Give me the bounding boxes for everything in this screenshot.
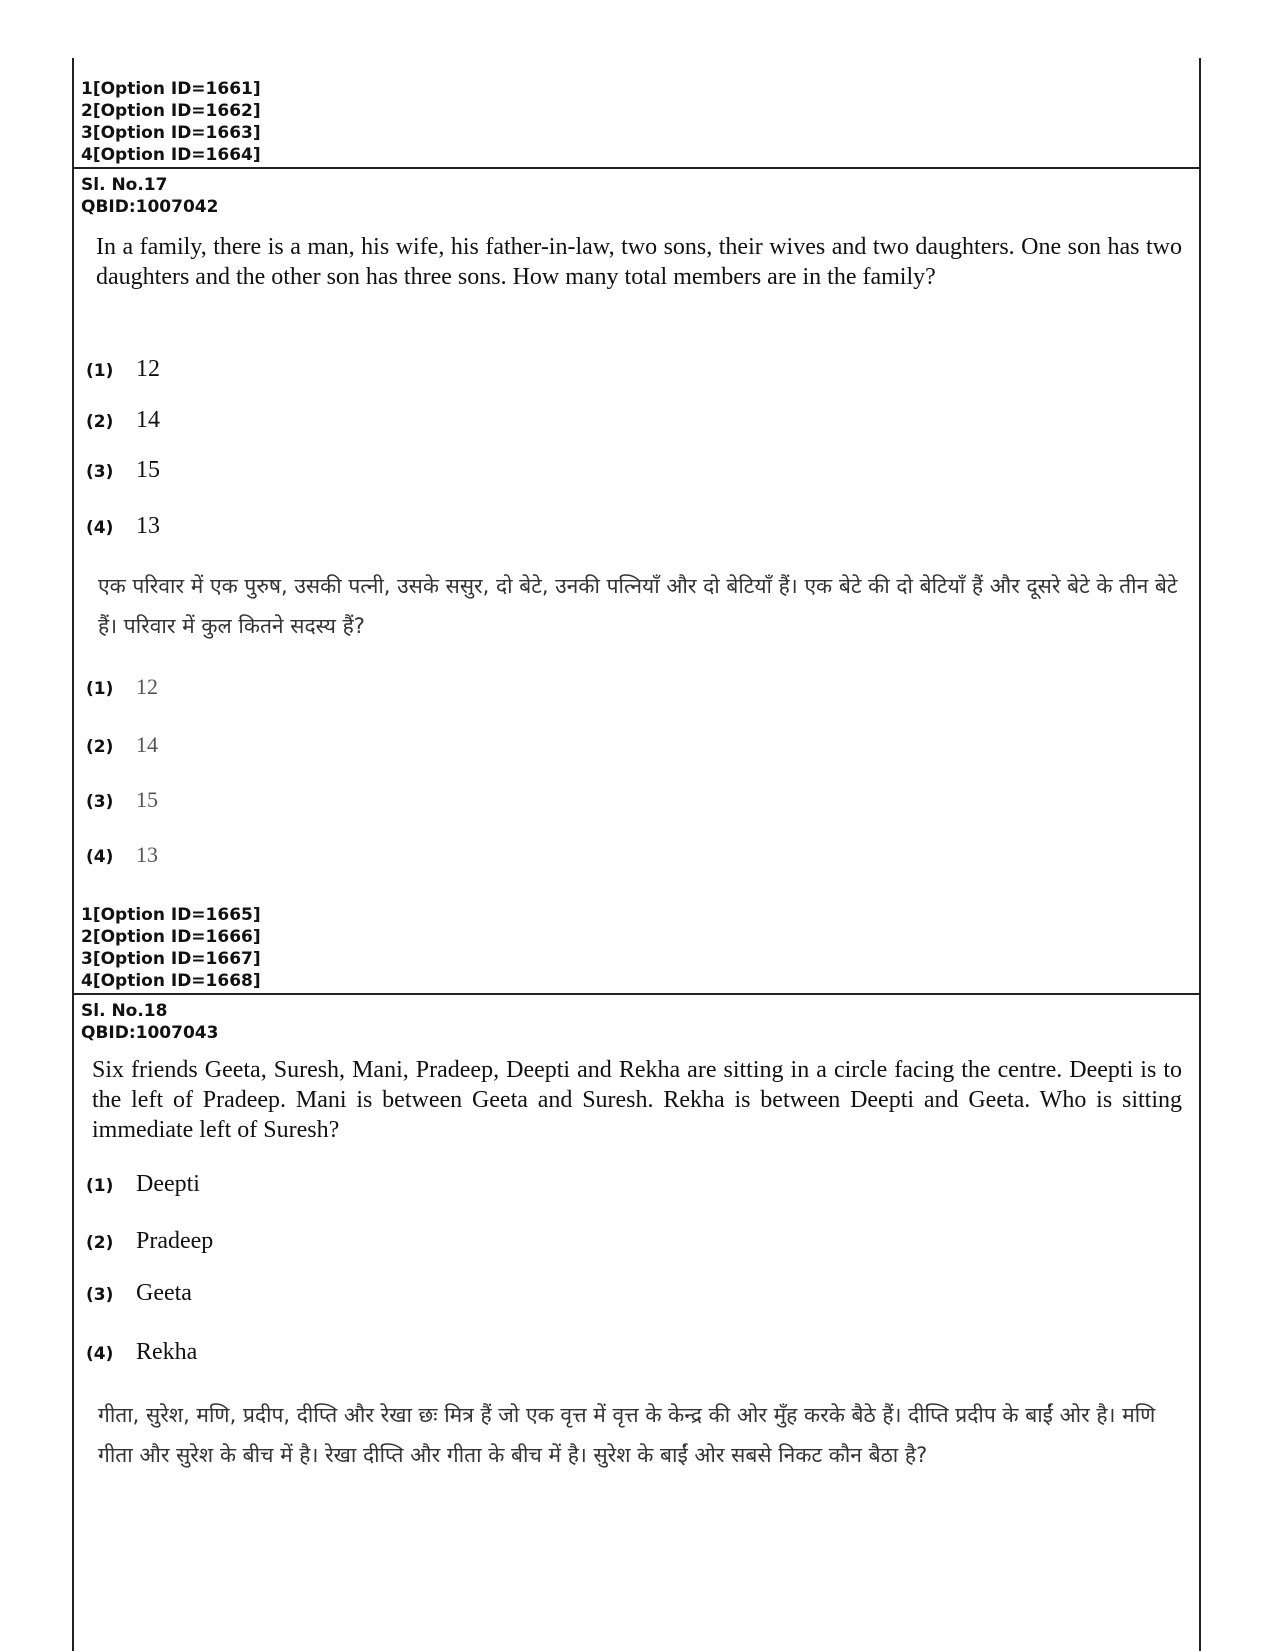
option-number: (1) <box>86 679 114 699</box>
option-value: 15 <box>136 787 158 812</box>
option-id-line: 2[Option ID=1666] <box>81 927 261 947</box>
q17-qbid: QBID:1007042 <box>81 197 219 217</box>
q17-option-hi-3 <box>86 787 158 813</box>
option-value: Pradeep <box>136 1228 214 1254</box>
option-id-line: 2[Option ID=1662] <box>81 101 261 121</box>
q17-option-hi-1 <box>86 674 158 700</box>
divider <box>74 993 1199 995</box>
q17-sl-no: Sl. No.17 <box>81 175 168 195</box>
q17-header <box>81 174 218 218</box>
previous-option-ids <box>81 78 261 166</box>
divider <box>74 167 1199 169</box>
option-number: (3) <box>86 1285 114 1305</box>
option-value: 14 <box>136 407 160 433</box>
option-id-line: 1[Option ID=1661] <box>81 79 261 99</box>
option-number: (4) <box>86 1344 114 1364</box>
option-value: 12 <box>136 356 160 382</box>
option-value: 14 <box>136 732 158 757</box>
option-value: Deepti <box>136 1171 200 1197</box>
option-id-line: 1[Option ID=1665] <box>81 905 261 925</box>
option-value: 15 <box>136 457 160 483</box>
option-number: (4) <box>86 518 114 538</box>
option-value: 12 <box>136 674 158 699</box>
q18-option-en-3 <box>86 1280 192 1307</box>
q18-question-english: Six friends Geeta, Suresh, Mani, Pradeep, Deepti and Rekha are sitting in a circle facing the centre. Deepti is to the left of Pradeep. Mani is between Geeta and Suresh. Rekha is between Deepti and Geeta. Who is sitting immediate left of Suresh? <box>92 1057 1182 1143</box>
q17-option-en-2 <box>86 407 160 434</box>
option-number: (2) <box>86 1233 114 1253</box>
q18-option-en-2 <box>86 1228 213 1255</box>
option-number: (3) <box>86 462 114 482</box>
q17-question-hindi: एक परिवार में एक पुरुष, उसकी पत्नी, उसके ससुर, दो बेटे, उनकी पत्नियाँ और दो बेटियाँ हैं। एक बेटे की दो बेटियाँ हैं और दूसरे बेटे के तीन बेटे हैं। परिवार में कुल कितने सदस्य हैं? <box>98 574 1178 638</box>
q18-option-en-4 <box>86 1339 197 1366</box>
q17-option-hi-4 <box>86 842 158 868</box>
q17-option-en-1 <box>86 356 160 383</box>
option-number: (2) <box>86 737 114 757</box>
option-id-line: 3[Option ID=1663] <box>81 123 261 143</box>
q18-option-en-1 <box>86 1171 200 1198</box>
q18-question-hindi: गीता, सुरेश, मणि, प्रदीप, दीप्ति और रेखा छः मित्र हैं जो एक वृत्त में वृत्त के केन्द्र की ओर मुँह करके बैठे हैं। दीप्ति प्रदीप के बाईं ओर है। मणि गीता और सुरेश के बीच में है। रेखा दीप्ति और गीता के बीच में है। सुरेश के बाईं ओर सबसे निकट कौन बैठा है? <box>98 1403 1156 1467</box>
option-id-line: 4[Option ID=1664] <box>81 145 261 165</box>
q17-option-en-3 <box>86 457 160 484</box>
option-number: (1) <box>86 361 114 381</box>
q18-sl-no: Sl. No.18 <box>81 1001 168 1021</box>
q17-option-hi-2 <box>86 732 158 758</box>
q17-option-ids <box>81 904 261 992</box>
option-id-line: 4[Option ID=1668] <box>81 971 261 991</box>
option-number: (4) <box>86 847 114 867</box>
q18-qbid: QBID:1007043 <box>81 1023 219 1043</box>
option-value: Rekha <box>136 1339 198 1365</box>
question-sheet <box>72 58 1201 1651</box>
option-number: (2) <box>86 412 114 432</box>
option-number: (3) <box>86 792 114 812</box>
option-value: 13 <box>136 842 158 867</box>
option-number: (1) <box>86 1176 114 1196</box>
option-value: Geeta <box>136 1280 192 1306</box>
q18-header <box>81 1000 218 1044</box>
option-value: 13 <box>136 513 160 539</box>
option-id-line: 3[Option ID=1667] <box>81 949 261 969</box>
q17-option-en-4 <box>86 513 160 540</box>
q17-question-english: In a family, there is a man, his wife, his father-in-law, two sons, their wives and two daughters. One son has two daughters and the other son has three sons. How many total members are in the family? <box>96 234 1182 290</box>
